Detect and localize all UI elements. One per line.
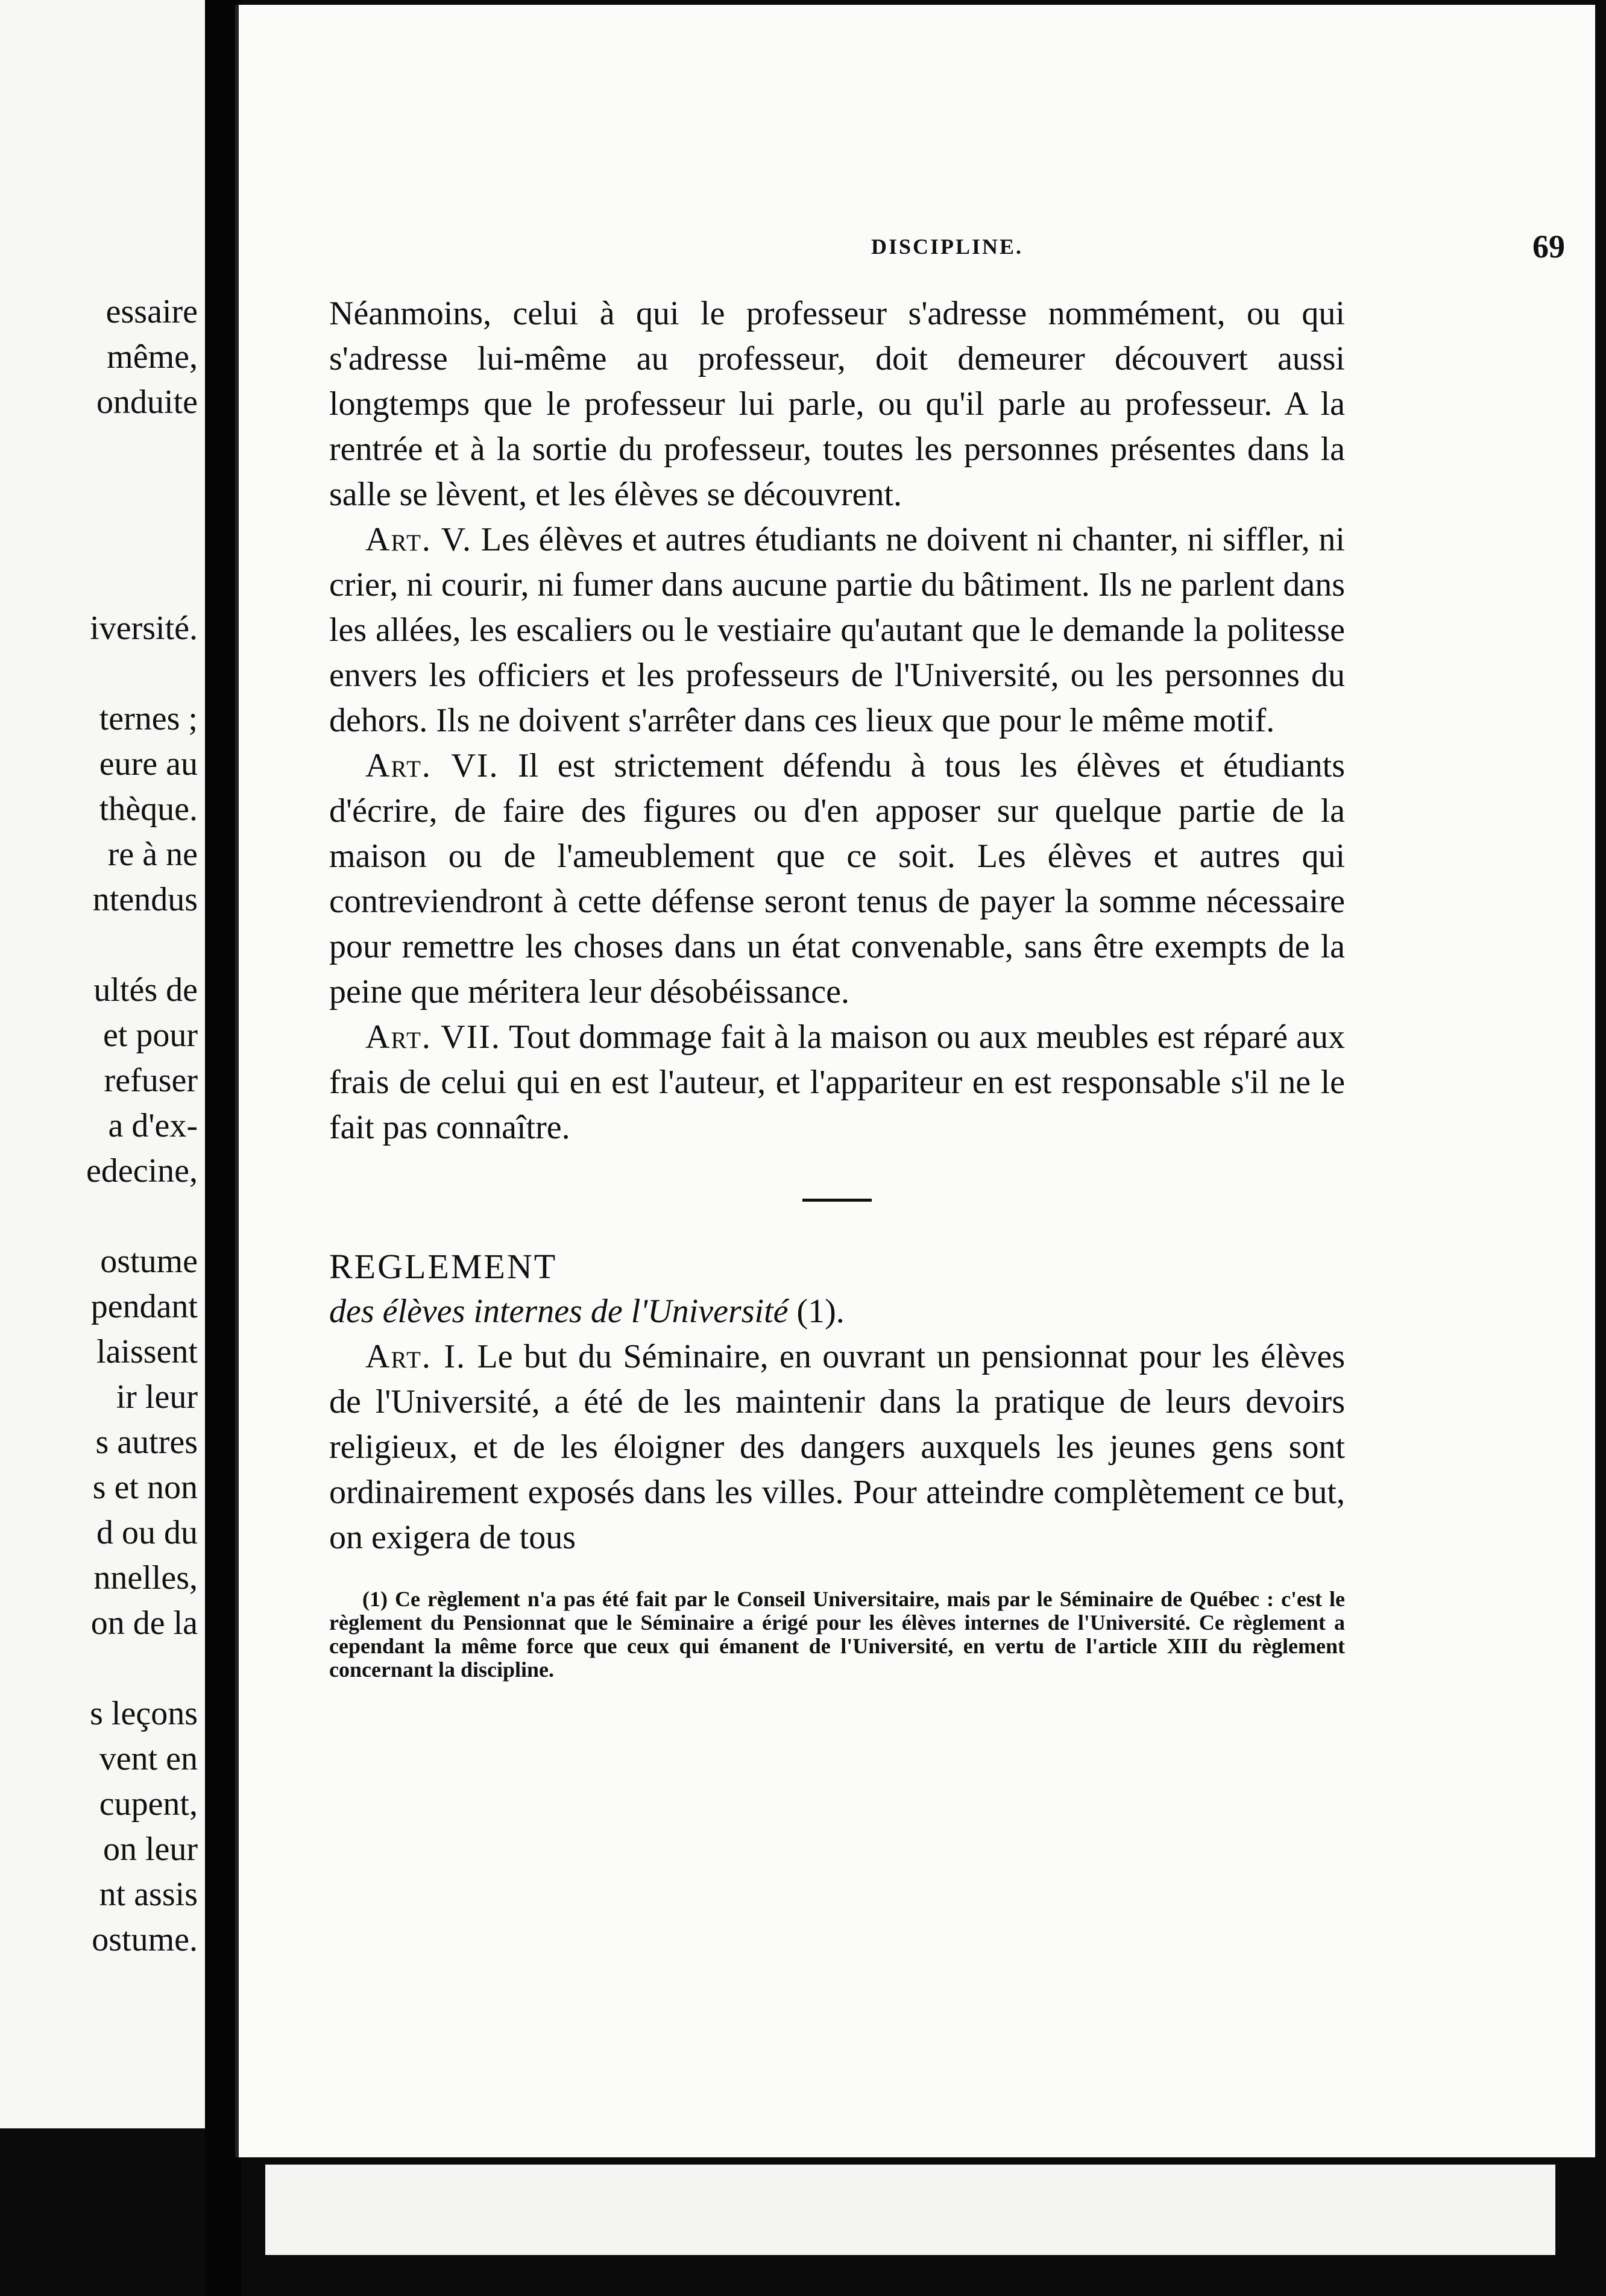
page-header <box>329 229 1565 276</box>
left-page-line: nt assis <box>99 1876 198 1913</box>
page-bottom-edge <box>265 2165 1555 2255</box>
left-page-line <box>86 922 198 968</box>
left-page-line: s et non <box>92 1469 198 1506</box>
left-page-line: ternes ; <box>99 700 198 737</box>
left-page-line: edecine, <box>86 1152 198 1190</box>
reglement-subtitle-text: des élèves internes de l'Université <box>329 1293 789 1330</box>
page-body <box>329 291 1345 1682</box>
left-page-line: on de la <box>90 1604 198 1642</box>
paragraph-intro: Néanmoins, celui à qui le professeur s'adresse nommément, ou qui s'adresse lui-même au professeur, doit demeurer découvert aussi longtemps que le professeur lui parle, ou qu'il parle au professeur. A la rentrée et à la sortie du professeur, toutes les personnes présentes dans la salle se lèvent, et les élèves se découvrent. <box>329 295 1345 513</box>
section-divider <box>802 1199 872 1202</box>
left-page-line: eure au <box>99 745 198 783</box>
article-7 <box>329 1015 1345 1150</box>
left-page-line <box>86 651 198 696</box>
left-page-fragment <box>0 0 205 2128</box>
left-page-line: même, <box>98 338 198 376</box>
page-number: 69 <box>1532 229 1565 265</box>
footnote <box>329 1588 1345 1682</box>
left-page-line <box>86 561 198 606</box>
article-text: Les élèves et autres étudiants ne doivent ni chanter, ni siffler, ni crier, ni courir, ni fumer dans aucune partie du bâtiment. Ils ne parlent dans les allées, les escaliers ou le vestiaire qu'autant que le demande la politesse envers les officiers et les professeurs de l'Université, ou les personnes du dehors. Ils ne doivent s'arrêter dans ces lieux que pour le même motif. <box>329 521 1345 739</box>
left-page-text <box>86 289 198 1963</box>
left-page-line: thèque. <box>99 790 198 828</box>
left-page-line: pendant <box>90 1288 198 1325</box>
left-page-line <box>86 516 198 561</box>
left-page-line: d ou du <box>96 1514 198 1551</box>
left-page-line: vent en <box>99 1740 198 1777</box>
reglement-title: REGLEMENT <box>329 1247 558 1286</box>
article-6 <box>329 743 1345 1015</box>
left-page-line <box>86 1646 198 1691</box>
article-label: Art. VII. <box>365 1018 501 1056</box>
reglement-article-1 <box>329 1334 1345 1560</box>
article-label: Art. I. <box>365 1338 467 1375</box>
article-text: Tout dommage fait à la maison ou aux meubles est réparé aux frais de celui qui en est l'auteur, et l'appariteur en est responsable s'il ne le fait pas connaître. <box>329 1018 1345 1146</box>
article-text: Il est strictement défendu à tous les élèves et étudiants d'écrire, de faire des figures ou d'en apposer sur quelque partie de la maison ou de l'ameublement que ce soit. Les élèves et autres qui contreviendront à cette défense seront tenus de payer la somme nécessaire pour remettre les choses dans un état convenable, sans être exempts de la peine que méritera leur désobéissance. <box>329 747 1346 1011</box>
left-page-line: essaire <box>105 293 198 330</box>
left-page-line: laissent <box>96 1333 198 1370</box>
left-page-line: cupent, <box>99 1785 198 1823</box>
left-page-line: re à ne <box>107 836 198 873</box>
left-page-line <box>86 425 198 470</box>
article-5 <box>329 517 1345 743</box>
running-title: DISCIPLINE. <box>871 235 1024 259</box>
left-page-line: nnelles, <box>93 1559 198 1597</box>
left-page-line <box>86 1194 198 1239</box>
left-page-line: ostume. <box>92 1921 198 1958</box>
left-page-line: refuser <box>104 1062 198 1099</box>
reglement-subtitle <box>329 1289 1345 1334</box>
left-page-line: ostume <box>100 1243 198 1280</box>
left-page-line: s autres <box>95 1424 198 1461</box>
article-label: Art. V. <box>365 521 473 558</box>
footnote-text: (1) Ce règlement n'a pas été fait par le Conseil Universitaire, mais par le Séminaire de Québec : c'est le règlement du Pensionnat que le Séminaire a érigé pour les élèves internes de l'Université. Ce règlement a cependant la même force que ceux qui émanent de l'Université, en vertu de l'article XIII du règlement concernant la discipline. <box>329 1587 1345 1682</box>
footnote-reference: (1). <box>788 1293 845 1330</box>
left-page-line: onduite <box>96 383 198 421</box>
left-page-line: ultés de <box>93 971 198 1009</box>
left-page-line: ir leur <box>116 1378 198 1416</box>
left-page-line: on leur <box>102 1831 198 1868</box>
left-page-line <box>86 470 198 516</box>
right-page <box>235 5 1595 2157</box>
left-page-line: a d'ex- <box>99 1107 198 1144</box>
left-page-line: s leçons <box>90 1695 198 1732</box>
article-text: Le but du Séminaire, en ouvrant un pensionnat pour les élèves de l'Université, a été de les maintenir dans la pratique de leurs devoirs religieux, et de les éloigner des dangers auxquels les jeunes gens sont ordinairement exposés dans les villes. Pour atteindre complètement ce but, on exigera de tous <box>329 1338 1345 1556</box>
left-page-line: iversité. <box>90 610 198 647</box>
article-label: Art. VI. <box>365 747 499 784</box>
left-page-line: ntendus <box>92 881 198 918</box>
left-page-line: et pour <box>102 1017 198 1054</box>
